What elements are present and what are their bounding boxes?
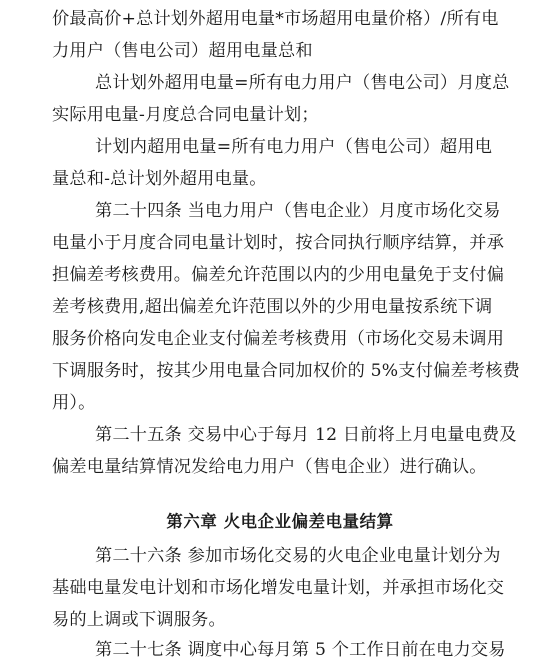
text-line: 量总和-总计划外超用电量。 (52, 169, 267, 189)
article-27-line: 第二十七条 调度中心每月第 5 个工作日前在电力交易 (95, 640, 506, 660)
text-line: 计划内超用电量=所有电力用户（售电公司）超用电 (95, 137, 493, 157)
article-24-line: 服务价格向发电企业支付偏差考核费用（市场化交易未调用 (52, 329, 505, 349)
article-25-line: 第二十五条 交易中心于每月 12 日前将上月电量电费及 (95, 425, 517, 445)
article-25-line: 偏差电量结算情况发给电力用户（售电企业）进行确认。 (52, 457, 487, 477)
article-24-line: 第二十四条 当电力用户（售电企业）月度市场化交易 (95, 201, 501, 221)
chapter-heading: 第六章 火电企业偏差电量结算 (166, 512, 394, 531)
article-24-line: 电量小于月度合同电量计划时，按合同执行顺序结算，并承 (52, 233, 505, 253)
article-24-line: 差考核费用,超出偏差允许范围以外的少用电量按系统下调 (52, 297, 493, 317)
text-line: 力用户（售电公司）超用电量总和 (52, 41, 313, 61)
article-26-line: 基础电量发电计划和市场化增发电量计划，并承担市场化交 (52, 578, 505, 598)
article-24-line: 用）。 (52, 393, 96, 413)
text-line: 价最高价+总计划外超用电量*市场超用电量价格）/所有电 (52, 9, 499, 29)
article-26-line: 第二十六条 参加市场化交易的火电企业电量计划分为 (95, 546, 501, 566)
article-26-line: 易的上调或下调服务。 (52, 610, 226, 630)
text-line: 总计划外超用电量=所有电力用户（售电公司）月度总 (95, 73, 510, 93)
article-24-line: 下调服务时，按其少用电量合同加权价的 5%支付偏差考核费 (52, 361, 521, 381)
article-24-line: 担偏差考核费用。偏差允许范围以内的少用电量免于支付偏 (52, 265, 505, 285)
text-line: 实际用电量-月度总合同电量计划； (52, 105, 319, 125)
